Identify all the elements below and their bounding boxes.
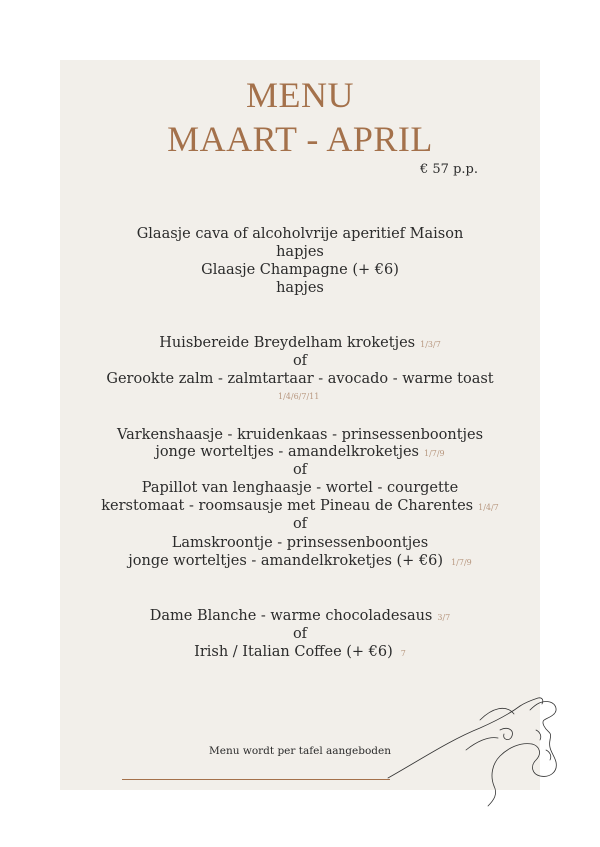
aperitief-line-2: hapjes bbox=[276, 244, 324, 260]
footer-divider bbox=[122, 779, 390, 780]
dessert-2-allergens: 7 bbox=[400, 649, 406, 658]
starter-1-allergens: 1/3/7 bbox=[420, 340, 441, 349]
menu-price: € 57 p.p. bbox=[420, 162, 478, 177]
dessert-or: of bbox=[292, 626, 308, 642]
main-1-line-2 bbox=[0, 443, 600, 463]
main-2-line-1: Papillot van lenghaasje - wortel - courgette bbox=[141, 480, 459, 496]
main-3-line-1: Lamskroontje - prinsessenboontjes bbox=[171, 535, 429, 551]
main-1-allergens: 1/7/9 bbox=[423, 449, 445, 458]
main-3-line-2 bbox=[0, 552, 600, 572]
dessert-1 bbox=[0, 607, 600, 627]
horse-line-drawing-icon bbox=[380, 690, 580, 814]
footer-note: Menu wordt per tafel aangeboden bbox=[209, 745, 391, 757]
main-or-2: of bbox=[292, 516, 308, 532]
dessert-1-allergens: 3/7 bbox=[437, 613, 451, 622]
aperitief-line-1: Glaasje cava of alcoholvrije aperitief Maison bbox=[136, 226, 464, 242]
aperitief-line-4: hapjes bbox=[276, 280, 324, 296]
starter-1 bbox=[0, 334, 600, 354]
starter-or: of bbox=[292, 353, 308, 369]
main-2-allergens: 1/4/7 bbox=[478, 503, 499, 512]
menu-period: MAART - APRIL bbox=[167, 119, 433, 159]
main-3-line-2-text: jonge worteltjes - amandelkroketjes (+ €6) bbox=[128, 553, 444, 569]
main-2-line-2 bbox=[0, 497, 600, 517]
main-2-line-2-text: kerstomaat - roomsausje met Pineau de Charentes bbox=[101, 498, 474, 514]
dessert-2 bbox=[0, 643, 600, 663]
main-3-allergens: 1/7/9 bbox=[451, 558, 472, 567]
starter-1-text: Huisbereide Breydelham kroketjes bbox=[159, 335, 416, 351]
main-or-1: of bbox=[292, 462, 308, 478]
starter-2: Gerookte zalm - zalmtartaar - avocado - warme toast bbox=[106, 371, 494, 387]
main-1-line-2-text: jonge worteltjes - amandelkroketjes bbox=[155, 444, 419, 460]
main-1-line-1: Varkenshaasje - kruidenkaas - prinsessenboontjes bbox=[116, 427, 484, 443]
dessert-2-text: Irish / Italian Coffee (+ €6) bbox=[194, 644, 393, 660]
menu-title: MENU bbox=[246, 75, 354, 115]
aperitief-line-3: Glaasje Champagne (+ €6) bbox=[201, 262, 399, 278]
starter-2-allergens: 1/4/6/7/11 bbox=[278, 392, 320, 401]
dessert-1-text: Dame Blanche - warme chocoladesaus bbox=[149, 608, 433, 624]
